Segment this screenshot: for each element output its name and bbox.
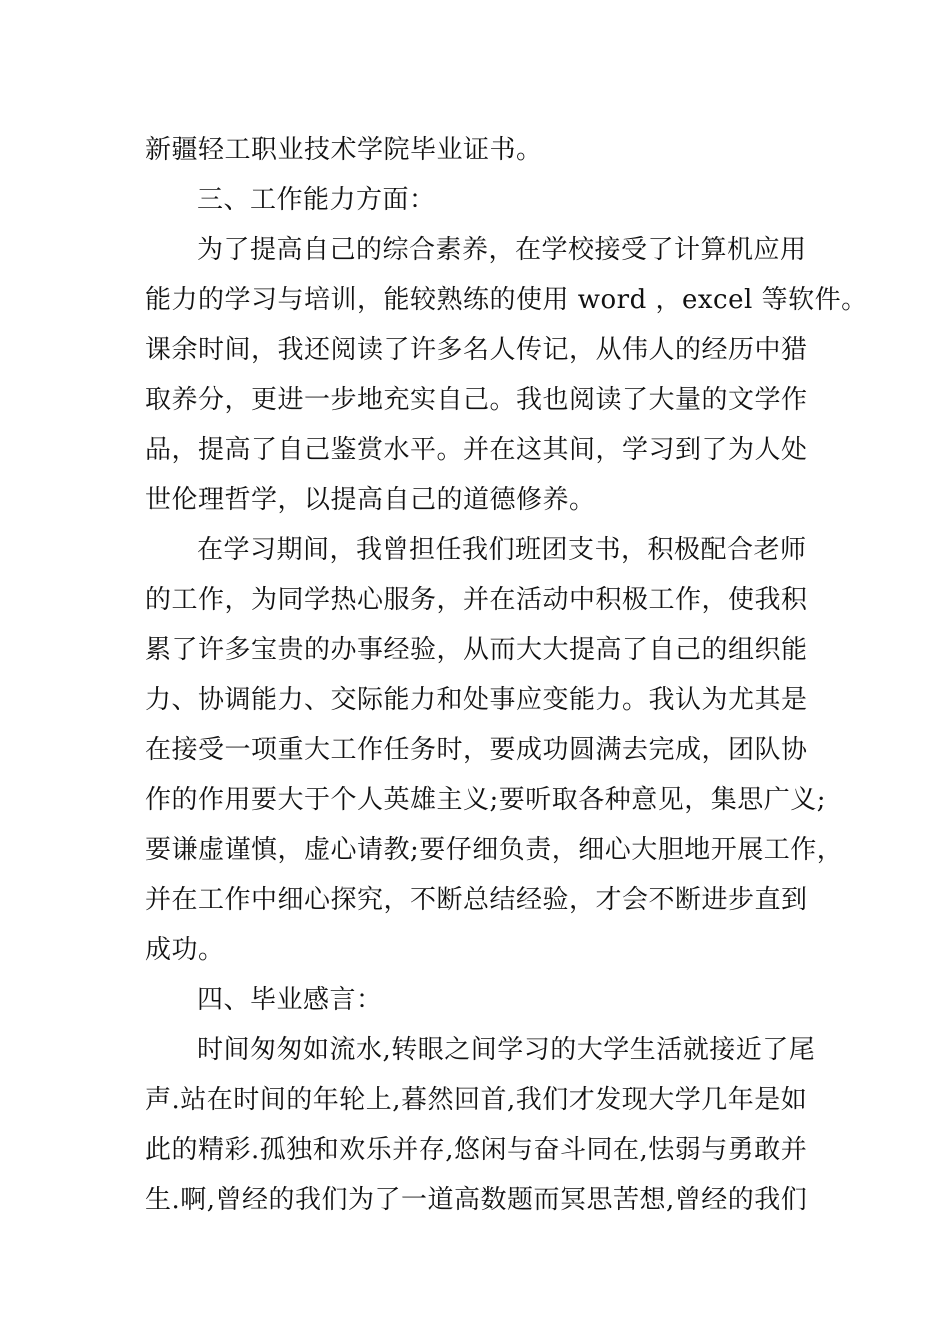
text-line: 品，提高了自己鉴赏水平。并在这其间，学习到了为人处 [145,435,808,465]
text-line: 世伦理哲学，以提高自己的道德修养。 [145,485,596,515]
text-line: 累了许多宝贵的办事经验，从而大大提高了自己的组织能 [145,635,808,665]
section-heading: 四、毕业感言： [197,985,383,1015]
text-line: 能力的学习与培训，能较熟练的使用 word ，excel 等软件。 [145,285,868,315]
text-line: 课余时间，我还阅读了许多名人传记，从伟人的经历中猎 [145,335,808,365]
text-line: 要谦虚谨慎，虚心请教;要仔细负责，细心大胆地开展工作， [145,835,844,865]
text-line: 的工作，为同学热心服务，并在活动中积极工作，使我积 [145,585,808,615]
text-line: 力、协调能力、交际能力和处事应变能力。我认为尤其是 [145,685,808,715]
section-heading: 三、工作能力方面： [197,185,436,215]
text-line: 并在工作中细心探究，不断总结经验，才会不断进步直到 [145,885,808,915]
text-line: 声.站在时间的年轮上,暮然回首,我们才发现大学几年是如 [145,1085,808,1115]
text-line: 生.啊,曾经的我们为了一道高数题而冥思苦想,曾经的我们 [145,1185,808,1215]
text-line: 成功。 [145,935,225,965]
text-line: 作的作用要大于个人英雄主义;要听取各种意见，集思广义; [145,785,827,815]
text-line: 为了提高自己的综合素养，在学校接受了计算机应用 [197,235,807,265]
text-line: 此的精彩.孤独和欢乐并存,悠闲与奋斗同在,怯弱与勇敢并 [145,1135,808,1165]
text-line: 在接受一项重大工作任务时，要成功圆满去完成，团队协 [145,735,808,765]
text-line: 在学习期间，我曾担任我们班团支书，积极配合老师 [197,535,807,565]
text-line: 时间匆匆如流水,转眼之间学习的大学生活就接近了尾 [197,1035,816,1065]
text-line: 新疆轻工职业技术学院毕业证书。 [145,135,543,165]
text-line: 取养分，更进一步地充实自己。我也阅读了大量的文学作 [145,385,808,415]
